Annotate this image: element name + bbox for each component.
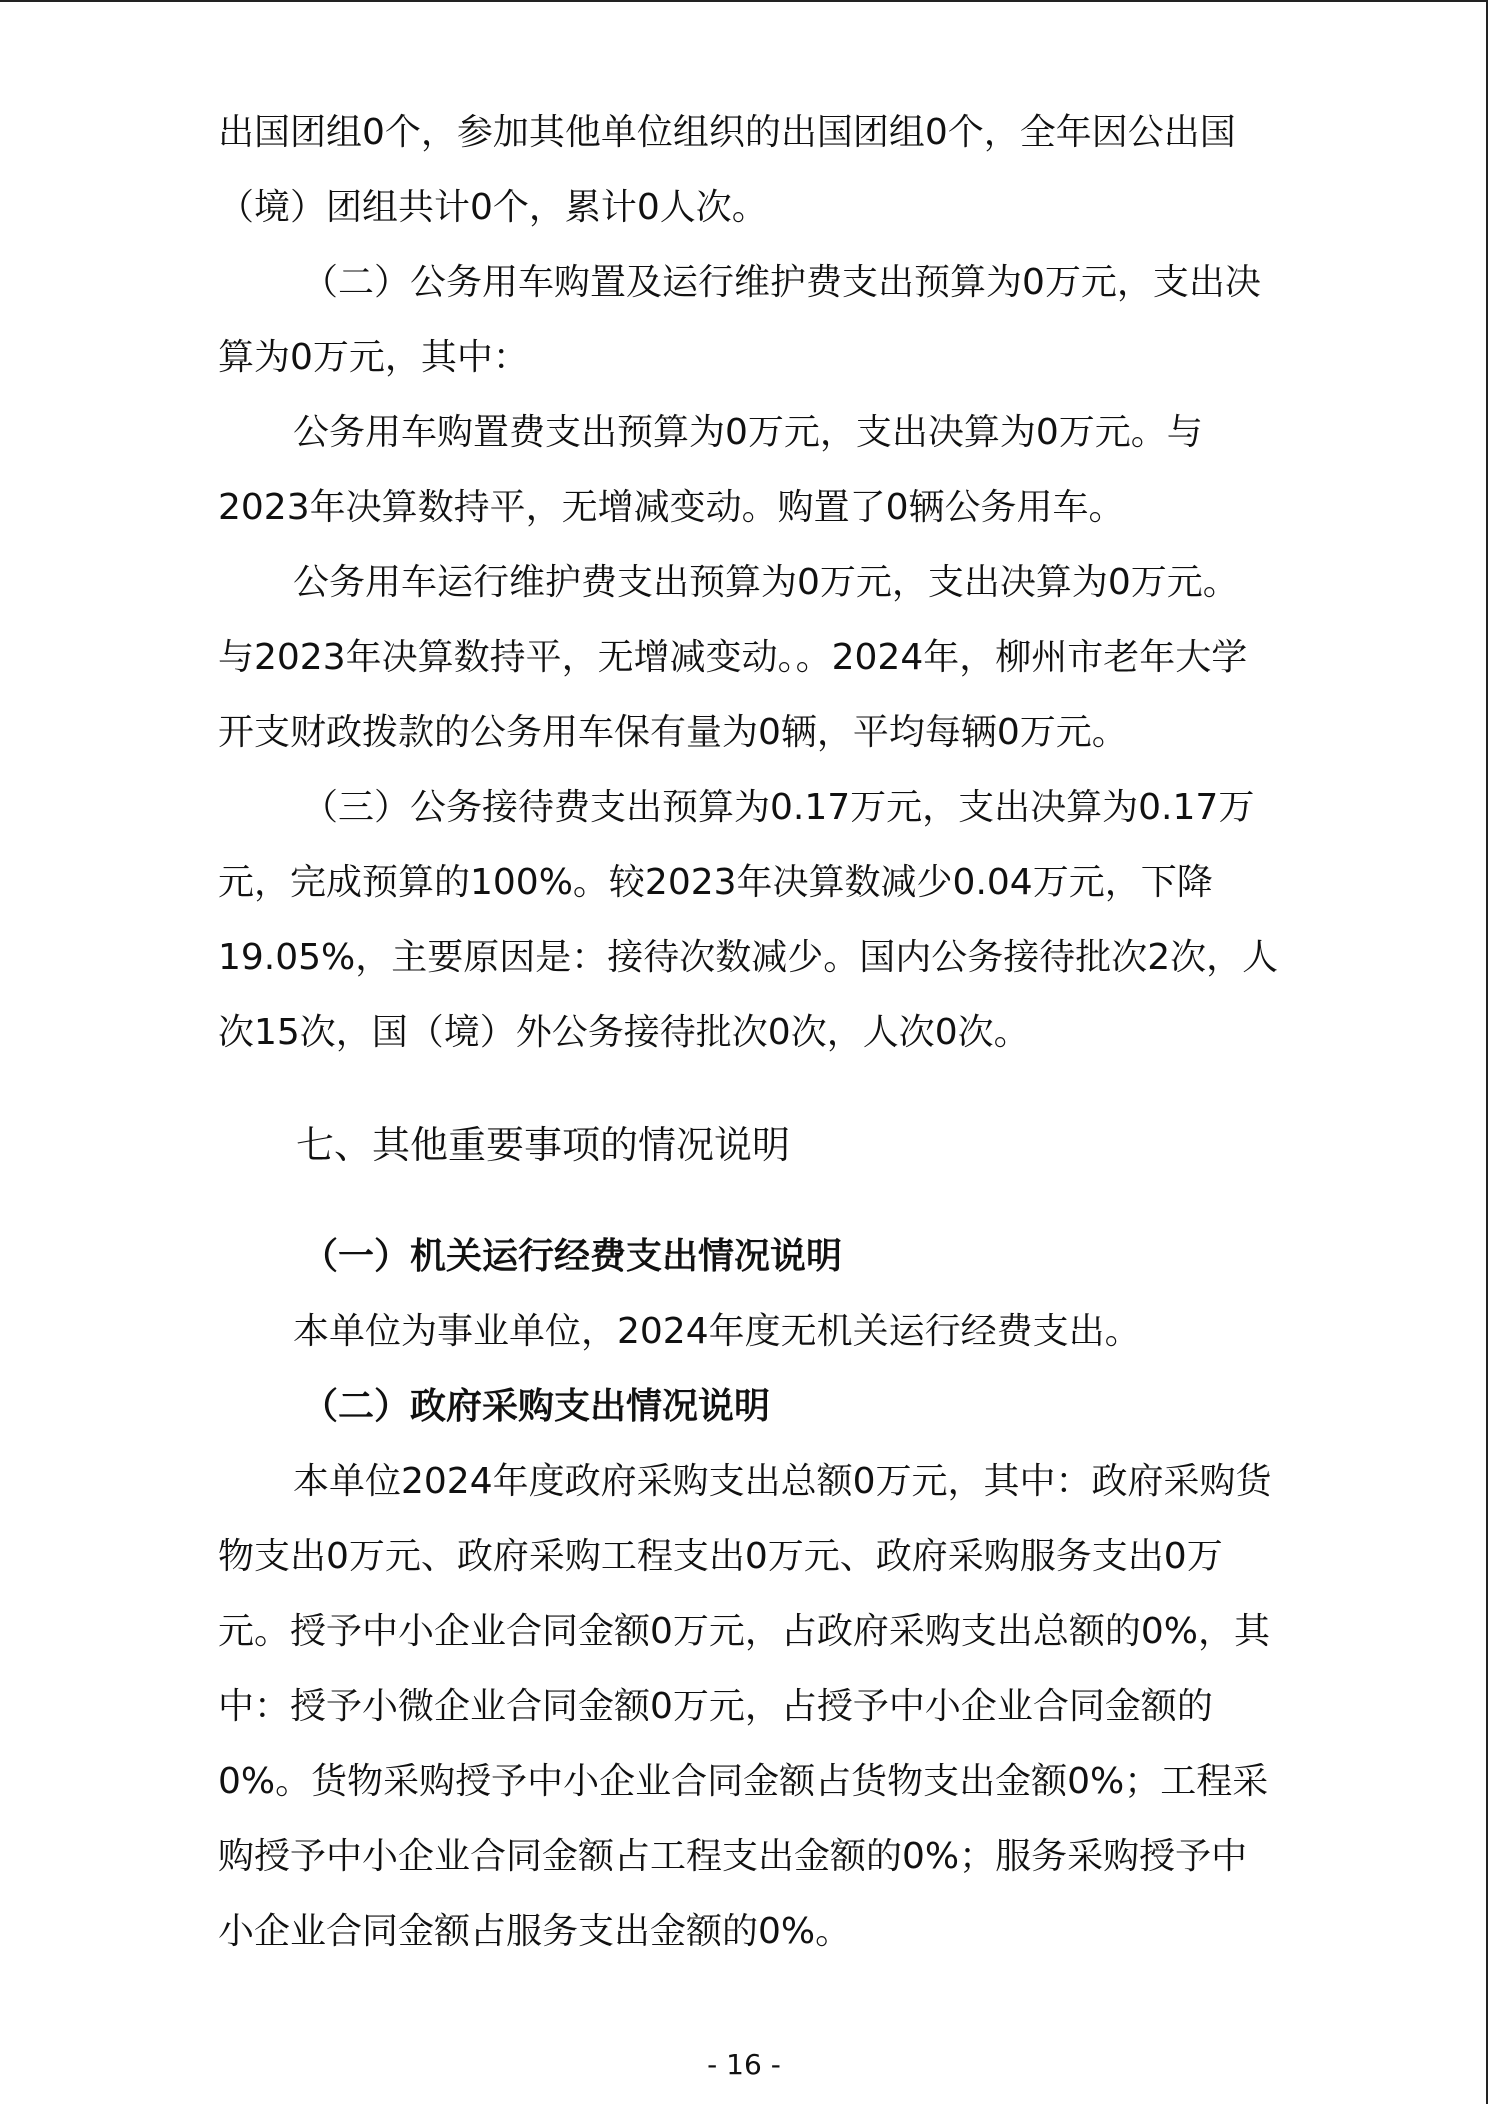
body-line: 出国团组0个，参加其他单位组织的出国团组0个，全年因公出国 (218, 112, 1236, 153)
body-line: 物支出0万元、政府采购工程支出0万元、政府采购服务支出0万 (218, 1536, 1223, 1577)
body-line: 本单位2024年度政府采购支出总额0万元，其中：政府采购货 (293, 1461, 1272, 1502)
body-line: 2023年决算数持平，无增减变动。购置了0辆公务用车。 (218, 487, 1125, 528)
body-line: 0%。货物采购授予中小企业合同金额占货物支出金额0%；工程采 (218, 1761, 1269, 1802)
body-line: 19.05%，主要原因是：接待次数减少。国内公务接待批次2次，人 (218, 937, 1279, 978)
body-line: 次15次，国（境）外公务接待批次0次，人次0次。 (218, 1012, 1030, 1053)
body-line: 元，完成预算的100%。较2023年决算数减少0.04万元，下降 (218, 862, 1213, 903)
body-line: 与2023年决算数持平，无增减变动。。2024年，柳州市老年大学 (218, 637, 1248, 678)
body-line: 算为0万元，其中： (218, 337, 529, 378)
subsection-heading-procurement: （二）政府采购支出情况说明 (302, 1386, 771, 1427)
document-body (218, 95, 1286, 1969)
subsection-heading-operating-costs: （一）机关运行经费支出情况说明 (302, 1236, 843, 1277)
body-line: 元。授予中小企业合同金额0万元，占政府采购支出总额的0%，其 (218, 1611, 1271, 1652)
page-number: - 16 - (707, 2048, 781, 2081)
section-heading: 七、其他重要事项的情况说明 (296, 1123, 791, 1167)
body-line: 小企业合同金额占服务支出金额的0%。 (218, 1911, 852, 1952)
body-line: 公务用车运行维护费支出预算为0万元，支出决算为0万元。 (293, 562, 1239, 603)
body-line: （三）公务接待费支出预算为0.17万元，支出决算为0.17万 (302, 787, 1255, 828)
body-line: （二）公务用车购置及运行维护费支出预算为0万元，支出决 (302, 262, 1261, 303)
body-line: 购授予中小企业合同金额占工程支出金额的0%；服务采购授予中 (218, 1836, 1248, 1877)
body-line: 本单位为事业单位，2024年度无机关运行经费支出。 (293, 1311, 1141, 1352)
body-line: 中：授予小微企业合同金额0万元，占授予中小企业合同金额的 (218, 1686, 1213, 1727)
body-line: （境）团组共计0个，累计0人次。 (218, 187, 768, 228)
body-line: 公务用车购置费支出预算为0万元，支出决算为0万元。与 (293, 412, 1203, 453)
body-line: 开支财政拨款的公务用车保有量为0辆，平均每辆0万元。 (218, 712, 1128, 753)
